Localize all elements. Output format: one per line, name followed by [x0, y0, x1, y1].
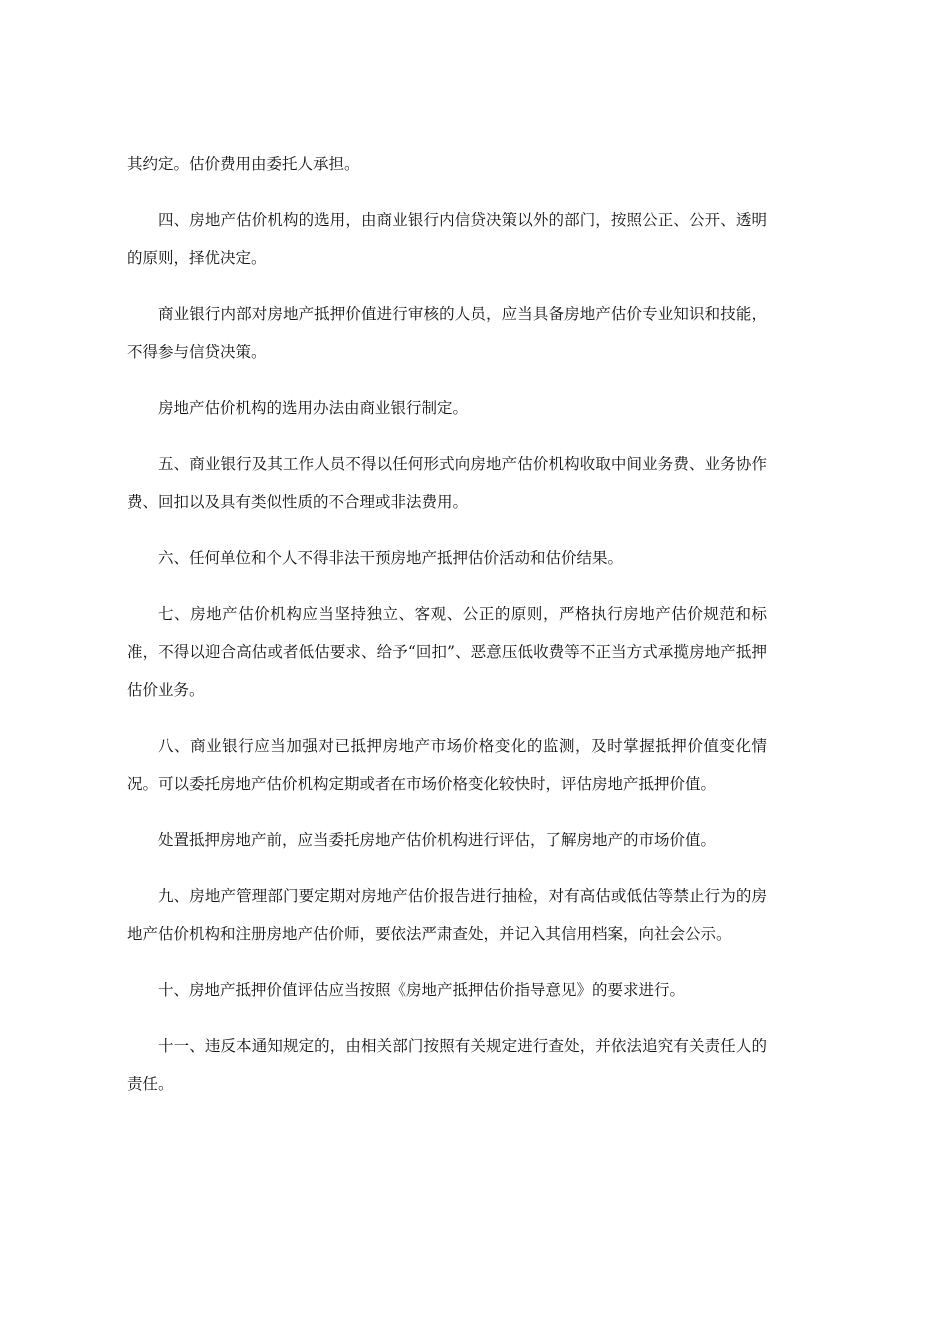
paragraph-section-9: 九、房地产管理部门要定期对房地产估价报告进行抽检，对有高估或低估等禁止行为的房地产估价机构和注册房地产估价师，要依法严肃查处，并记入其信用档案，向社会公示。 — [127, 887, 767, 943]
paragraph-disposal-valuation: 处置抵押房地产前，应当委托房地产估价机构进行评估，了解房地产的市场价值。 — [158, 831, 717, 849]
paragraph-continuation: 其约定。估价费用由委托人承担。 — [127, 155, 360, 173]
paragraph-section-7: 七、房地产估价机构应当坚持独立、客观、公正的原则，严格执行房地产估价规范和标准，不得以迎合高估或者低估要求、给予“回扣”、恶意压低收费等不正当方式承揽房地产抵押估价业务。 — [127, 605, 767, 699]
paragraph-selection-method: 房地产估价机构的选用办法由商业银行制定。 — [158, 399, 469, 417]
paragraph-section-10: 十、房地产抵押价值评估应当按照《房地产抵押估价指导意见》的要求进行。 — [158, 981, 686, 999]
paragraph-section-5: 五、商业银行及其工作人员不得以任何形式向房地产估价机构收取中间业务费、业务协作费、回扣以及具有类似性质的不合理或非法费用。 — [127, 455, 767, 511]
paragraph-section-6: 六、任何单位和个人不得非法干预房地产抵押估价活动和估价结果。 — [158, 549, 624, 567]
paragraph-section-11: 十一、违反本通知规定的，由相关部门按照有关规定进行查处，并依法追究有关责任人的责任。 — [127, 1037, 767, 1093]
document-body — [127, 145, 767, 1121]
paragraph-section-4: 四、房地产估价机构的选用，由商业银行内信贷决策以外的部门，按照公正、公开、透明的原则，择优决定。 — [127, 211, 767, 267]
paragraph-section-8: 八、商业银行应当加强对已抵押房地产市场价格变化的监测，及时掌握抵押价值变化情况。可以委托房地产估价机构定期或者在市场价格变化较快时，评估房地产抵押价值。 — [127, 737, 767, 793]
paragraph-reviewer-requirements: 商业银行内部对房地产抵押价值进行审核的人员，应当具备房地产估价专业知识和技能，不得参与信贷决策。 — [127, 305, 767, 361]
